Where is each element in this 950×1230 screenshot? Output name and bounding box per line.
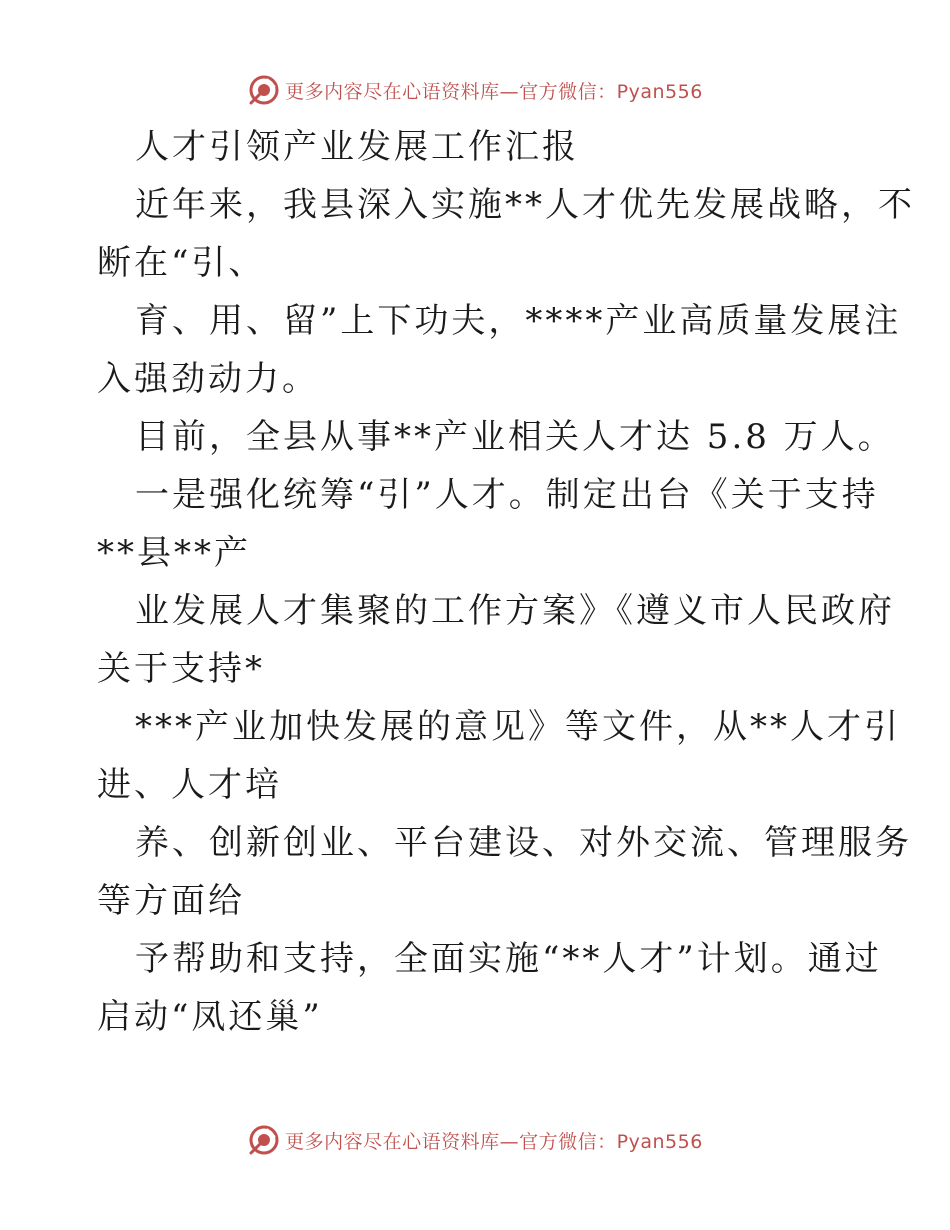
paragraph-line: 一是强化统筹“引”人才。制定出台《关于支持 — [135, 475, 879, 515]
footer-watermark-text: 更多内容尽在心语资料库—官方微信：Pyan556 — [285, 1130, 703, 1153]
paragraph-line: 进、人才培 — [97, 765, 282, 805]
pen-nib-logo-icon — [247, 73, 281, 107]
header-watermark-text: 更多内容尽在心语资料库—官方微信：Pyan556 — [285, 80, 703, 103]
paragraph-line: 业发展人才集聚的工作方案》《遵义市人民政府 — [135, 591, 895, 631]
paragraph-line: 近年来，我县深入实施**人才优先发展战略，不 — [135, 185, 915, 225]
paragraph-line: 关于支持* — [97, 649, 265, 689]
paragraph-line: 养、创新创业、平台建设、对外交流、管理服务 — [135, 823, 912, 863]
paragraph-line: 予帮助和支持，全面实施“**人才”计划。通过 — [135, 939, 882, 979]
paragraph-line: 启动“凤还巢” — [97, 997, 323, 1037]
document-title: 人才引领产业发展工作汇报 — [135, 127, 579, 167]
paragraph-line: **县**产 — [97, 533, 251, 573]
paragraph-line: 入强劲动力。 — [97, 359, 319, 399]
paragraph-line: 等方面给 — [97, 881, 245, 921]
pen-nib-logo-icon — [247, 1123, 281, 1157]
paragraph-line: 育、用、留”上下功夫，****产业高质量发展注 — [135, 301, 902, 341]
paragraph-line: 目前，全县从事**产业相关人才达 5.8 万人。 — [135, 417, 895, 457]
paragraph-line: ***产业加快发展的意见》等文件，从**人才引 — [135, 707, 901, 747]
header-watermark-banner — [0, 70, 950, 110]
footer-watermark-banner — [0, 1120, 950, 1160]
paragraph-line: 断在“引、 — [97, 243, 266, 283]
document-body — [97, 118, 915, 1046]
